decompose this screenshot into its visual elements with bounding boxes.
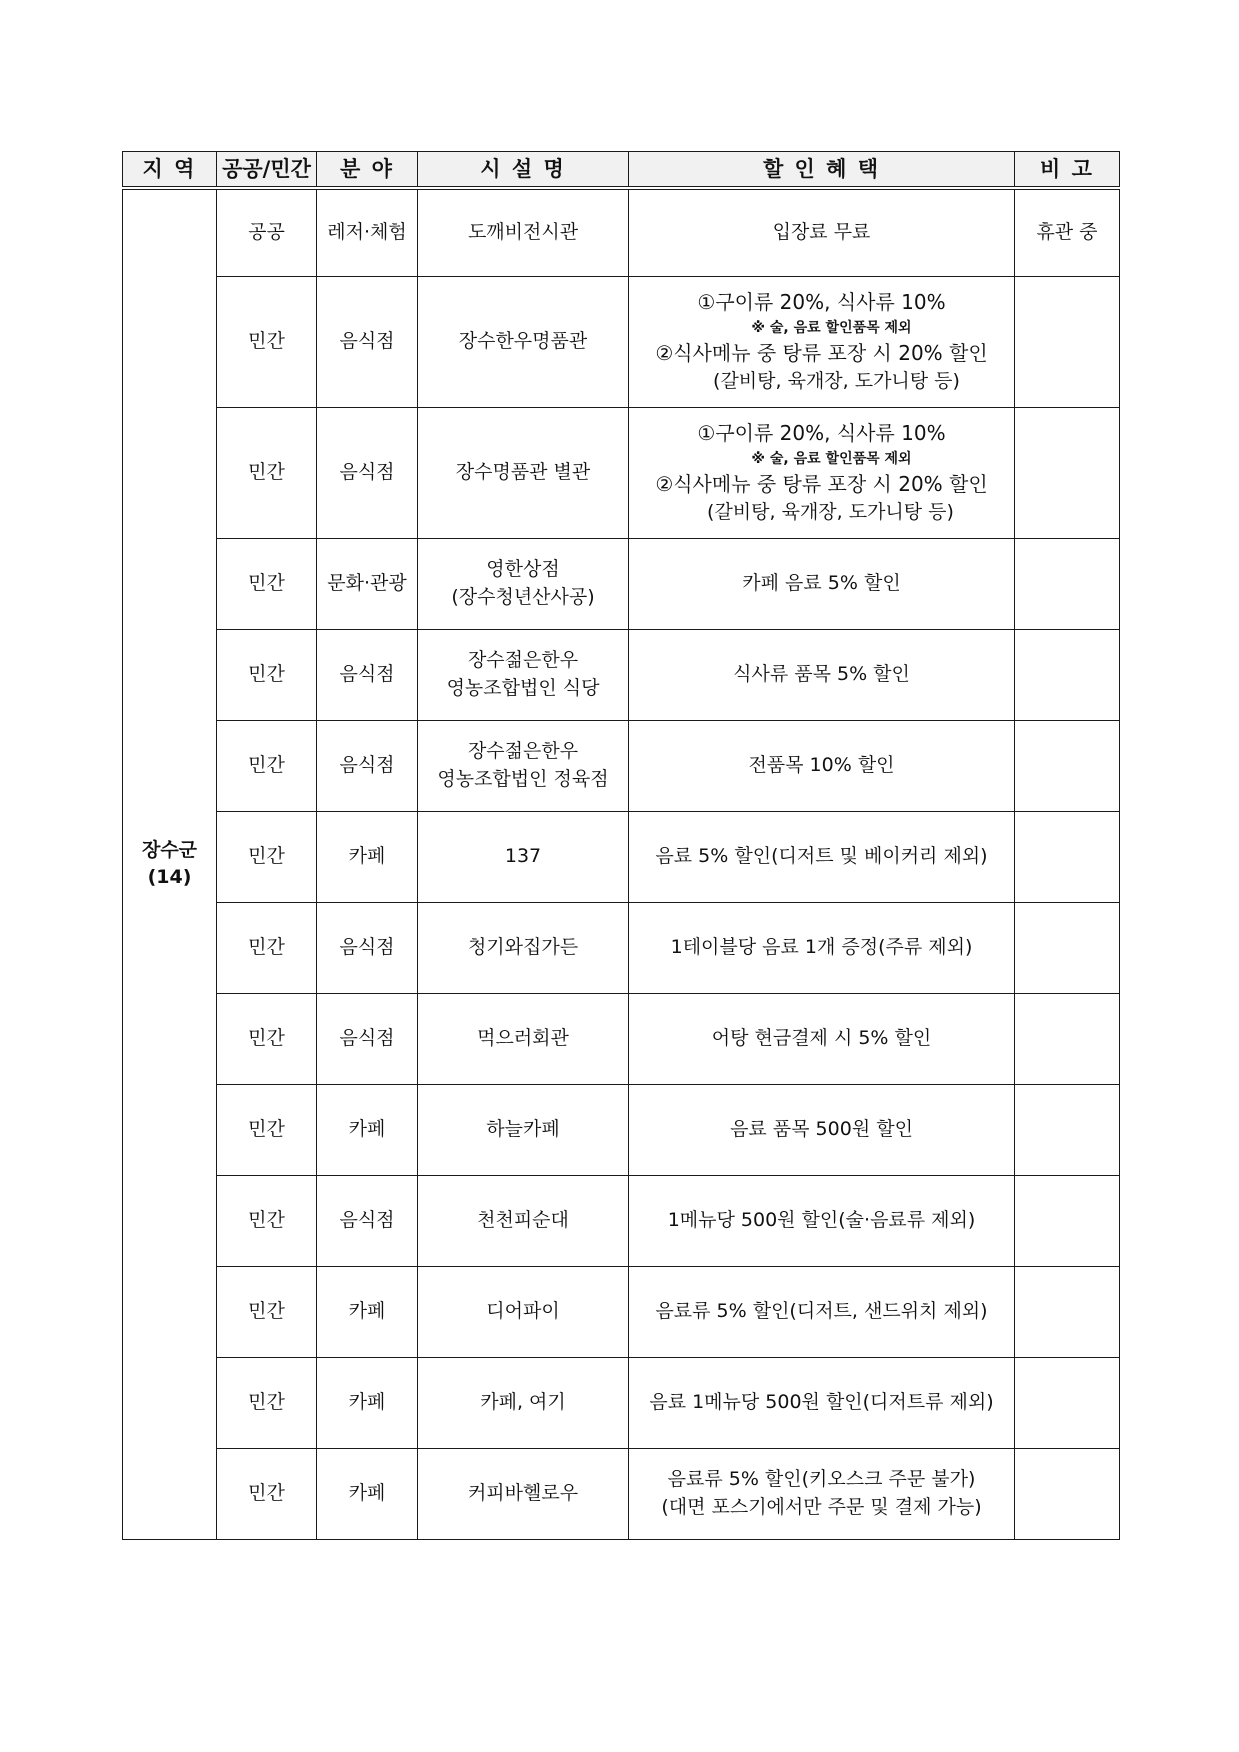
category-cell: 음식점 <box>317 720 418 811</box>
facility-cell: 디어파이 <box>418 1266 629 1357</box>
category-cell: 문화·관광 <box>317 538 418 629</box>
sector-cell: 민간 <box>217 1266 317 1357</box>
remark-cell <box>1015 720 1120 811</box>
facility-cell <box>418 629 629 720</box>
benefit-cell <box>629 276 1015 407</box>
facility-cell: 청기와집가든 <box>418 902 629 993</box>
benefit-cell: 입장료 무료 <box>629 188 1015 276</box>
table-row <box>123 1175 1120 1266</box>
header-benefit: 할 인 혜 택 <box>629 152 1015 189</box>
benefit-cell: 음료 품목 500원 할인 <box>629 1084 1015 1175</box>
remark-cell <box>1015 629 1120 720</box>
sector-cell: 민간 <box>217 1357 317 1448</box>
remark-cell <box>1015 1357 1120 1448</box>
benefit-note: ※ 술, 음료 할인품목 제외 <box>751 319 912 336</box>
sector-cell: 민간 <box>217 902 317 993</box>
benefit-line: ②식사메뉴 중 탕류 포장 시 20% 할인 <box>655 471 988 496</box>
remark-cell <box>1015 538 1120 629</box>
remark-cell <box>1015 1266 1120 1357</box>
facility-cell: 137 <box>418 811 629 902</box>
remark-cell <box>1015 407 1120 538</box>
sector-cell: 민간 <box>217 407 317 538</box>
facility-line: 영농조합법인 식당 <box>446 676 600 699</box>
remark-cell <box>1015 902 1120 993</box>
benefit-line: ①구이류 20%, 식사류 10% <box>697 289 946 314</box>
sector-cell: 민간 <box>217 720 317 811</box>
benefit-cell: 1테이블당 음료 1개 증정(주류 제외) <box>629 902 1015 993</box>
facility-line: 장수젊은한우 <box>467 648 579 671</box>
benefit-cell: 음료 1메뉴당 500원 할인(디저트류 제외) <box>629 1357 1015 1448</box>
benefit-line: (갈비탕, 육개장, 도가니탕 등) <box>713 369 960 392</box>
category-cell: 음식점 <box>317 629 418 720</box>
remark-cell <box>1015 276 1120 407</box>
benefit-cell: 어탕 현금결제 시 5% 할인 <box>629 993 1015 1084</box>
category-cell: 카페 <box>317 1266 418 1357</box>
facility-cell: 천천피순대 <box>418 1175 629 1266</box>
header-remark: 비 고 <box>1015 152 1120 189</box>
facility-line: 영한상점 <box>486 557 560 580</box>
region-count: (14) <box>147 866 192 889</box>
benefit-cell <box>629 407 1015 538</box>
benefit-line: ②식사메뉴 중 탕류 포장 시 20% 할인 <box>655 340 988 365</box>
header-row <box>123 152 1120 189</box>
header-category: 분 야 <box>317 152 418 189</box>
remark-cell: 휴관 중 <box>1015 188 1120 276</box>
discount-table <box>122 151 1120 1540</box>
table-row <box>123 1266 1120 1357</box>
benefit-line: 음료류 5% 할인(키오스크 주문 불가) <box>667 1467 976 1490</box>
category-cell: 카페 <box>317 1448 418 1539</box>
category-cell: 카페 <box>317 1357 418 1448</box>
benefit-line: (갈비탕, 육개장, 도가니탕 등) <box>707 500 954 523</box>
sector-cell: 민간 <box>217 1084 317 1175</box>
region-cell <box>123 188 217 1539</box>
category-cell: 카페 <box>317 1084 418 1175</box>
category-cell: 음식점 <box>317 407 418 538</box>
benefit-cell: 음료류 5% 할인(디저트, 샌드위치 제외) <box>629 1266 1015 1357</box>
benefit-cell: 음료 5% 할인(디저트 및 베이커리 제외) <box>629 811 1015 902</box>
benefit-line: (대면 포스기에서만 주문 및 결제 가능) <box>661 1495 982 1518</box>
facility-cell: 하늘카페 <box>418 1084 629 1175</box>
table-row <box>123 993 1120 1084</box>
facility-line: 장수젊은한우 <box>467 739 579 762</box>
facility-cell: 카페, 여기 <box>418 1357 629 1448</box>
remark-cell <box>1015 1175 1120 1266</box>
category-cell: 음식점 <box>317 993 418 1084</box>
facility-cell <box>418 538 629 629</box>
facility-cell: 커피바헬로우 <box>418 1448 629 1539</box>
sector-cell: 민간 <box>217 811 317 902</box>
sector-cell: 민간 <box>217 276 317 407</box>
region-name: 장수군 <box>141 838 198 861</box>
table-row <box>123 811 1120 902</box>
table-row <box>123 1448 1120 1539</box>
benefit-note: ※ 술, 음료 할인품목 제외 <box>751 450 912 467</box>
benefit-line: ①구이류 20%, 식사류 10% <box>697 420 946 445</box>
benefit-cell: 식사류 품목 5% 할인 <box>629 629 1015 720</box>
table-row <box>123 720 1120 811</box>
sector-cell: 공공 <box>217 188 317 276</box>
benefit-cell <box>629 1448 1015 1539</box>
facility-cell <box>418 720 629 811</box>
benefit-cell: 카페 음료 5% 할인 <box>629 538 1015 629</box>
table-row <box>123 902 1120 993</box>
table-row <box>123 276 1120 407</box>
header-region: 지 역 <box>123 152 217 189</box>
facility-cell: 장수한우명품관 <box>418 276 629 407</box>
category-cell: 카페 <box>317 811 418 902</box>
facility-line: (장수청년산사공) <box>451 585 595 608</box>
remark-cell <box>1015 1084 1120 1175</box>
table-row <box>123 629 1120 720</box>
header-sector: 공공/민간 <box>217 152 317 189</box>
table-row <box>123 538 1120 629</box>
remark-cell <box>1015 811 1120 902</box>
facility-line: 영농조합법인 정육점 <box>437 767 609 790</box>
benefit-cell: 1메뉴당 500원 할인(술·음료류 제외) <box>629 1175 1015 1266</box>
remark-cell <box>1015 993 1120 1084</box>
facility-cell: 먹으러회관 <box>418 993 629 1084</box>
header-facility: 시 설 명 <box>418 152 629 189</box>
sector-cell: 민간 <box>217 993 317 1084</box>
table-row <box>123 1357 1120 1448</box>
remark-cell <box>1015 1448 1120 1539</box>
sector-cell: 민간 <box>217 1448 317 1539</box>
facility-cell: 장수명품관 별관 <box>418 407 629 538</box>
table-row <box>123 188 1120 276</box>
benefit-cell: 전품목 10% 할인 <box>629 720 1015 811</box>
table-row <box>123 407 1120 538</box>
facility-cell: 도깨비전시관 <box>418 188 629 276</box>
table-row <box>123 1084 1120 1175</box>
category-cell: 레저·체험 <box>317 188 418 276</box>
sector-cell: 민간 <box>217 538 317 629</box>
sector-cell: 민간 <box>217 629 317 720</box>
category-cell: 음식점 <box>317 276 418 407</box>
sector-cell: 민간 <box>217 1175 317 1266</box>
category-cell: 음식점 <box>317 902 418 993</box>
category-cell: 음식점 <box>317 1175 418 1266</box>
